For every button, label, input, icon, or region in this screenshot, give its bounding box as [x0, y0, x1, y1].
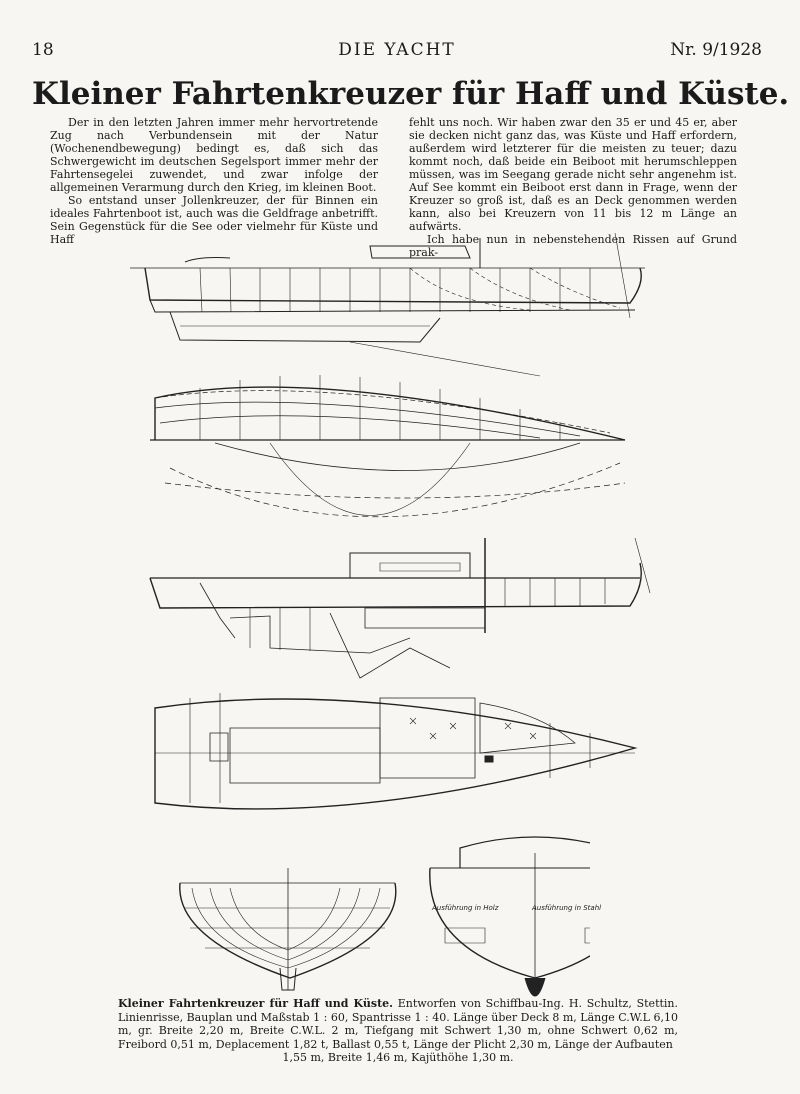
body-plan — [180, 868, 396, 990]
construction-profile — [150, 538, 650, 678]
issue-number: Nr. 9/1928 — [670, 40, 762, 60]
paragraph: Der in den letzten Jahren immer mehr hervortretende Zug nach Verbundensein mit der Natur (Wochenendbewegung) bedingt es, daß sich das Schwergewicht im deutschen Segelsport immer mehr der Fahrtensegelei zuwendet, und zwar infolge der allgemeinen Verarmung durch den Krieg, im kleinen Boot. — [50, 116, 378, 194]
figure-caption — [118, 997, 678, 1065]
profile-view — [130, 233, 645, 342]
caption-last-line: 1,55 m, Breite 1,46 m, Kajüthöhe 1,30 m. — [282, 1051, 514, 1064]
page-header — [32, 40, 762, 64]
paragraph: So entstand unser Jollenkreuzer, der für Binnen ein ideales Fahrtenboot ist, auch was die Geldfrage anbetrifft. Sein Gegenstück für die See oder vielmehr für Küste und Haff — [50, 194, 378, 246]
text-column-left — [50, 116, 378, 246]
boat-plans-drawing — [110, 228, 670, 818]
magazine-name: DIE YACHT — [338, 40, 456, 60]
paragraph: Ich habe nun in nebenstehenden Rissen auf Grund prak- — [409, 233, 737, 259]
label-steel-construction: Ausführung in Stahl — [532, 904, 602, 912]
midship-section — [430, 837, 590, 996]
cross-sections-drawing — [170, 828, 590, 998]
paragraph: fehlt uns noch. Wir haben zwar den 35 er und 45 er, aber sie decken nicht ganz das, was Küste und Haff erfordern, außerdem wird letzterer für die meisten zu teuer; dazu kommt noch, daß beide ein Beiboot mit herumschleppen müssen, was im Seegang gerade nicht sehr angenehm ist. Auf See kommt ein Beiboot erst dann in Frage, wenn der Kreuzer so groß ist, daß es an Deck genommen werden kann, also bei Kreuzern von 11 bis 12 m Länge an aufwärts. — [409, 116, 737, 233]
label-wood-construction: Ausführung in Holz — [432, 904, 499, 912]
caption-body: Entworfen von Schiffbau-Ing. H. Schultz, Stettin. Linienrisse, Bauplan und Maßstab 1 : 60, Spantrisse 1 : 40. Länge über Deck 8 m, Länge C.W.L 6,10 m, gr. Breite 2,20 m, Breite C.W.L. 2 m, Tiefgang mit Schwert 1,30 m, ohne Schwert 0,62 m, Freibord 0,51 m, Deplacement 1,82 t, Ballast 0,55 t, Länge der Plicht 2,30 m, Länge der Aufbauten — [118, 997, 679, 1051]
deck-plan — [155, 693, 635, 809]
caption-lead: Kleiner Fahrtenkreuzer für Haff und Küste. — [118, 997, 393, 1010]
half-breadth-view — [150, 375, 625, 517]
page-number: 18 — [32, 40, 54, 60]
article-title: Kleiner Fahrtenkreuzer für Haff und Küste. — [32, 76, 790, 112]
